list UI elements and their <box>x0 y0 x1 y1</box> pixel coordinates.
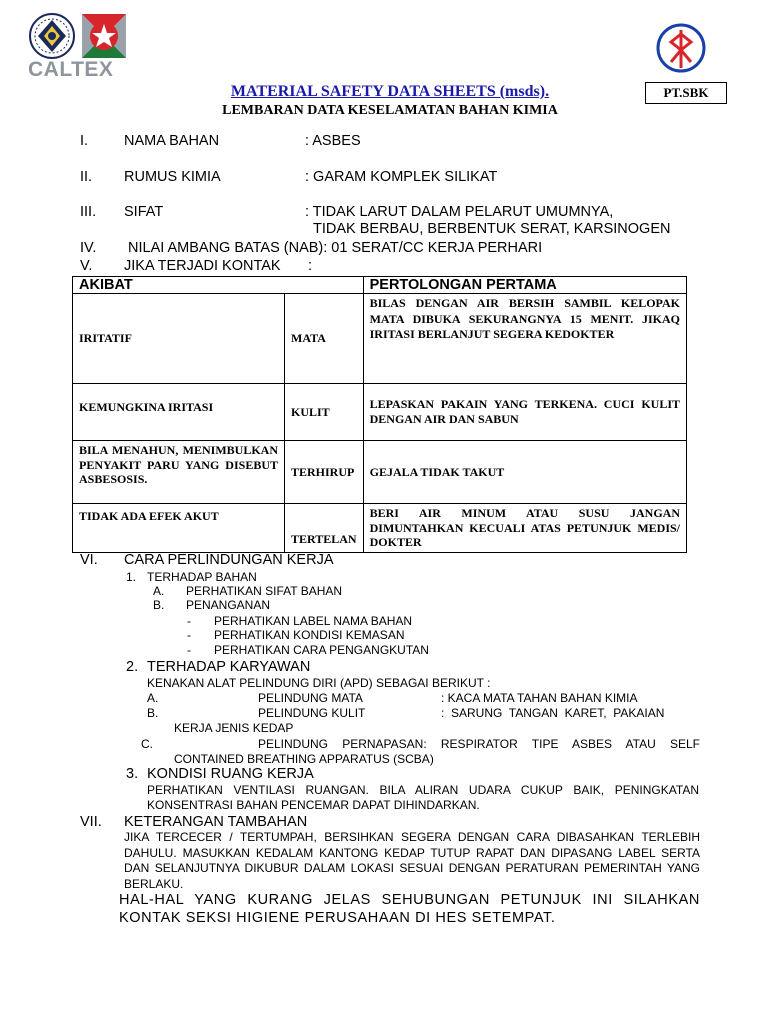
aid-cell: LEPASKAN PAKAIN YANG TERKENA. CUCI KULIT DENGAN AIR DAN SABUN <box>363 384 686 441</box>
bullet-item: PERHATIKAN LABEL NAMA BAHAN <box>214 614 413 628</box>
section-1-value: : ASBES <box>305 133 361 149</box>
first-aid-table <box>72 276 687 553</box>
section-7-text: JIKA TERCECER / TERTUMPAH, BERSIHKAN SEGERA DENGAN CARA DIBASAHKAN TERLEBIH DAHULU. MASUKKAN KEDALAM KANTONG KEDAP TUTUP RAPAT DAN DIPASANG LABEL SERTA DAN SELANJUTNYA DIKUBUR DALAM LOKASI SESUAI DENGAN PERATURAN PEMERINTAH YANG BERLAKU. <box>124 830 700 891</box>
section-1-number: I. <box>80 133 89 149</box>
p2-a-label: PELINDUNG MATA <box>258 691 363 705</box>
route-cell: MATA <box>285 294 364 384</box>
aid-cell: BERI AIR MINUM ATAU SUSU JANGAN DIMUNTAHKAN KECUALI ATAS PETUNJUK MEDIS/ DOKTER <box>363 504 686 553</box>
bullet-item: PERHATIKAN KONDISI KEMASAN <box>214 628 405 642</box>
table-header-row <box>73 277 687 294</box>
p2-intro: KENAKAN ALAT PELINDUNG DIRI (APD) SEBAGAI BERIKUT : <box>147 676 491 690</box>
effect-cell: IRITATIF <box>73 294 285 384</box>
sbk-logo <box>655 22 707 74</box>
section-5-number: V. <box>80 258 93 274</box>
p1-number: 1. <box>126 570 137 584</box>
section-2-value: : GARAM KOMPLEK SILIKAT <box>305 169 498 185</box>
bullet-dash: - <box>187 643 191 657</box>
effect-cell: TIDAK ADA EFEK AKUT <box>73 504 285 553</box>
caltex-wordmark: CALTEX <box>28 58 114 81</box>
route-cell: KULIT <box>285 384 364 441</box>
table-row <box>73 294 687 384</box>
table-row <box>73 441 687 504</box>
section-6-number: VI. <box>80 552 98 568</box>
company-box: PT.SBK <box>645 82 727 104</box>
route-cell: TERTELAN <box>285 504 364 553</box>
table-row <box>73 504 687 553</box>
p2-b-number: B. <box>147 706 159 720</box>
document-subtitle: LEMBARAN DATA KESELAMATAN BAHAN KIMIA <box>222 103 558 118</box>
header-akibat: AKIBAT <box>73 277 364 294</box>
p2-b-label: PELINDUNG KULIT <box>258 706 366 720</box>
p1-title: TERHADAP BAHAN <box>147 570 257 584</box>
document-title: MATERIAL SAFETY DATA SHEETS (msds). <box>230 83 550 100</box>
section-2-number: II. <box>80 169 93 185</box>
p3-number: 3. <box>126 766 139 782</box>
p2-b-cont: KERJA JENIS KEDAP <box>174 721 294 735</box>
header-pertolongan: PERTOLONGAN PERTAMA <box>363 277 686 294</box>
university-seal-logo <box>28 12 76 60</box>
p1-a-number: A. <box>153 584 165 598</box>
footer-note: HAL-HAL YANG KURANG JELAS SEHUBUNGAN PETUNJUK INI SILAHKAN KONTAK SEKSI HIGIENE PERUSAHAAN DI HES SETEMPAT. <box>119 892 700 926</box>
section-6-title: CARA PERLINDUNGAN KERJA <box>124 552 334 568</box>
bullet-item: PERHATIKAN CARA PENGANGKUTAN <box>214 643 429 657</box>
aid-cell: GEJALA TIDAK TAKUT <box>363 441 686 504</box>
section-3-value-line2: TIDAK BERBAU, BERBENTUK SERAT, KARSINOGEN <box>313 221 671 237</box>
p2-a-value: : KACA MATA TAHAN BAHAN KIMIA <box>441 691 638 705</box>
p2-c-number: C. <box>141 737 153 751</box>
section-7-title: KETERANGAN TAMBAHAN <box>124 814 308 830</box>
caltex-star-logo <box>80 12 128 60</box>
section-3-label: SIFAT <box>124 204 164 220</box>
p1-b-number: B. <box>153 598 165 612</box>
p2-b-value: : SARUNG TANGAN KARET, PAKAIAN <box>441 706 665 720</box>
aid-cell: BILAS DENGAN AIR BERSIH SAMBIL KELOPAK MATA DIBUKA SEKURANGNYA 15 MENIT. JIKAQ IRITASI BERLANJUT SEGERA KEDOKTER <box>363 294 686 384</box>
p1-b-text: PENANGANAN <box>186 598 271 612</box>
p2-number: 2. <box>126 659 139 675</box>
section-3-number: III. <box>80 204 97 220</box>
bullet-dash: - <box>187 614 191 628</box>
p1-a-text: PERHATIKAN SIFAT BAHAN <box>186 584 343 598</box>
p2-c-cont: CONTAINED BREATHING APPARATUS (SCBA) <box>174 752 434 766</box>
effect-cell: BILA MENAHUN, MENIMBULKAN PENYAKIT PARU YANG DISEBUT ASBESOSIS. <box>73 441 285 504</box>
effect-cell: KEMUNGKINA IRITASI <box>73 384 285 441</box>
section-5-colon: : <box>308 258 313 274</box>
p3-title: KONDISI RUANG KERJA <box>147 766 314 782</box>
route-cell: TERHIRUP <box>285 441 364 504</box>
p2-c-text: PELINDUNG PERNAPASAN: RESPIRATOR TIPE ASBES ATAU SELF <box>258 737 700 751</box>
section-2-label: RUMUS KIMIA <box>124 169 221 185</box>
section-7-number: VII. <box>80 814 102 830</box>
p2-a-number: A. <box>147 691 159 705</box>
section-5-label: JIKA TERJADI KONTAK <box>124 258 281 274</box>
bullet-dash: - <box>187 628 191 642</box>
p2-title: TERHADAP KARYAWAN <box>147 659 311 675</box>
section-4-text: NILAI AMBANG BATAS (NAB): 01 SERAT/CC KERJA PERHARI <box>128 240 543 256</box>
section-3-value-line1: : TIDAK LARUT DALAM PELARUT UMUMNYA, <box>305 204 614 220</box>
section-4-number: IV. <box>80 240 97 256</box>
section-1-label: NAMA BAHAN <box>124 133 220 149</box>
table-row <box>73 384 687 441</box>
p3-text: PERHATIKAN VENTILASI RUANGAN. BILA ALIRAN UDARA CUKUP BAIK, PENINGKATAN KONSENTRASI BAHAN PENCEMAR DAPAT DIHINDARKAN. <box>147 783 699 812</box>
